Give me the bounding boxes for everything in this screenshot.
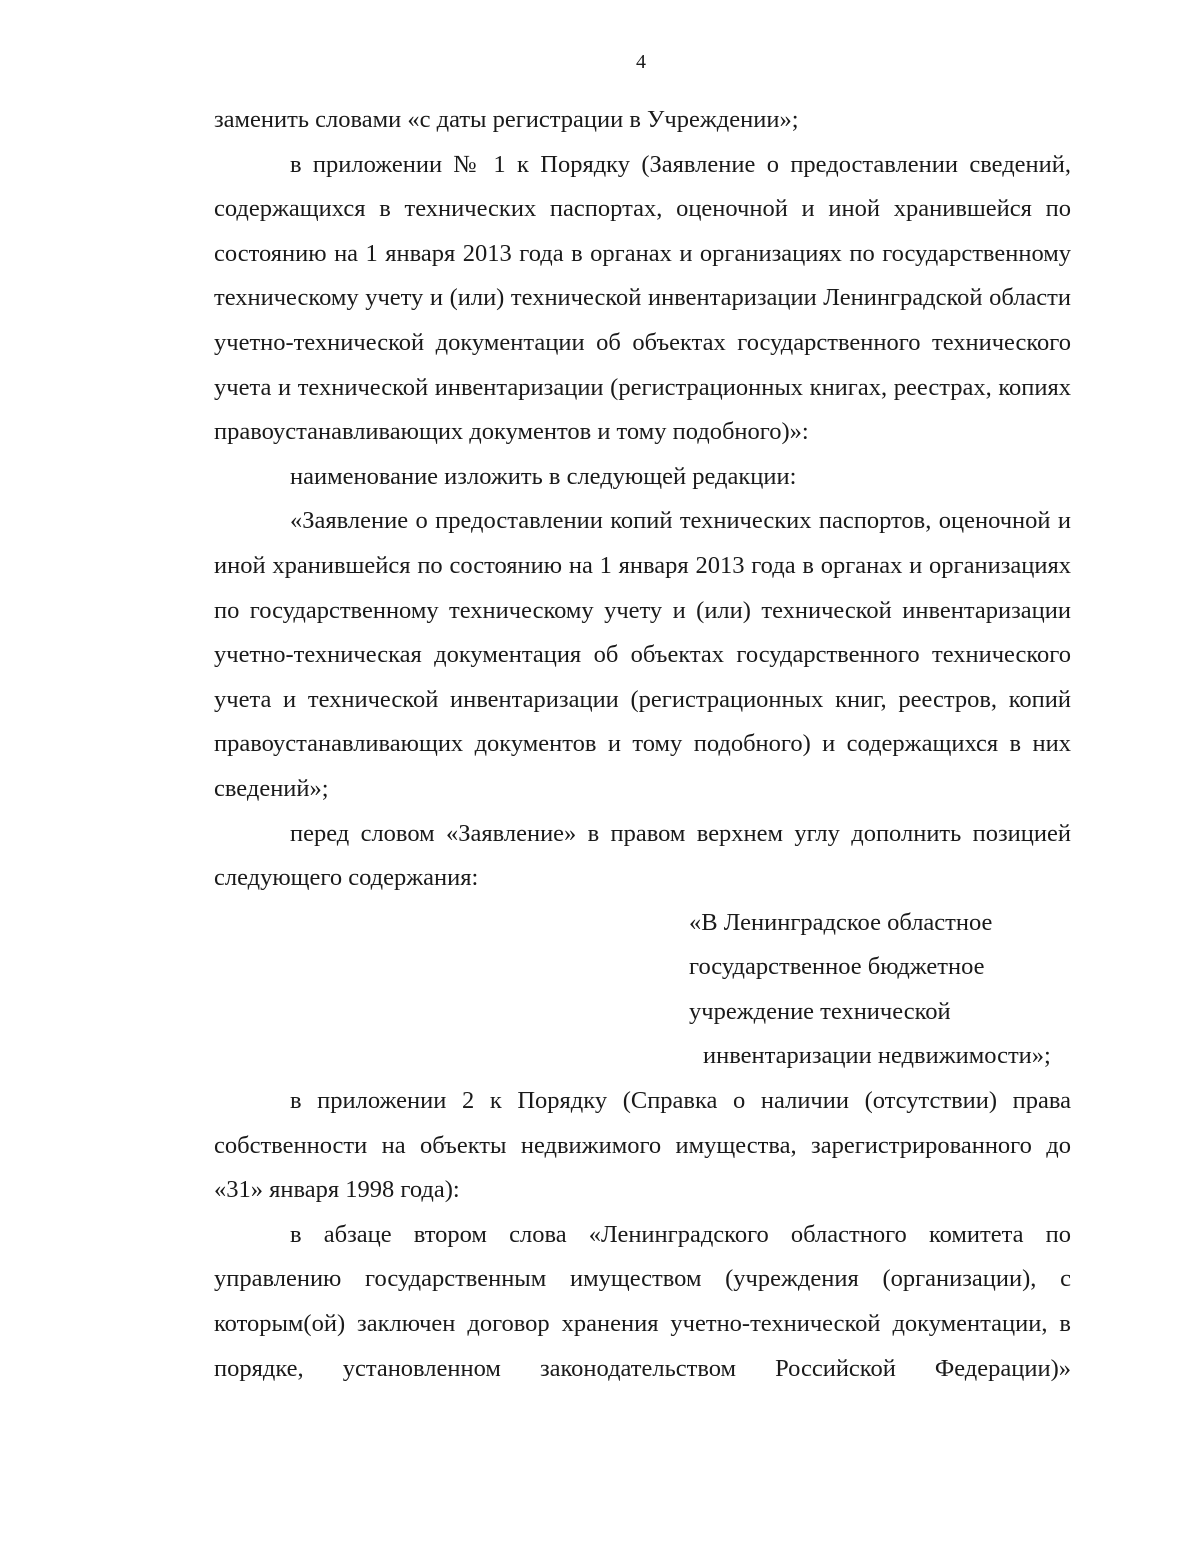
addressee-line: государственное бюджетное — [689, 953, 985, 981]
paragraph-new-title: «Заявление о предоставлении копий технических паспортов, оценочной и иной хранившейся по состоянию на 1 января 2013 года в органах и организациях по государственному техническому учету и (или) технической инвентаризации учетно-техническая документация об объектах государственного технического учета и технической инвентаризации (регистрационных книг, реестров, копий правоустанавливающих документов и тому подобного) и содержащихся в них сведений»; — [214, 507, 1071, 802]
paragraph-second-abzac: в абзаце втором слова «Ленинградского областного комитета по управлению государственным имуществом (учреждения (организации), с которым(ой) заключен договор хранения учетно-технической документации, в порядке, установленном законодательством Российской Федерации)» — [214, 1220, 1071, 1382]
paragraph-title-change: наименование изложить в следующей редакции: — [290, 462, 797, 490]
addressee-line: «В Ленинградское областное — [689, 908, 993, 936]
addressee-line: инвентаризации недвижимости»; — [703, 1042, 1051, 1070]
page-number: 4 — [636, 51, 646, 73]
paragraph-appendix-2: в приложении 2 к Порядку (Справка о наличии (отсутствии) права собственности на объекты недвижимого имущества, зарегистрированного до «31» января 1998 года): — [214, 1087, 1071, 1204]
addressee-line: учреждение технической — [689, 997, 951, 1025]
document-body — [214, 98, 1071, 1391]
addressee-block — [689, 901, 1071, 1079]
paragraph-continuation: заменить словами «с даты регистрации в Учреждении»; — [214, 106, 799, 133]
paragraph-position-addition: перед словом «Заявление» в правом верхнем углу дополнить позицией следующего содержания: — [214, 819, 1071, 892]
paragraph-appendix-1: в приложении № 1 к Порядку (Заявление о предоставлении сведений, содержащихся в технических паспортах, оценочной и иной хранившейся по состоянию на 1 января 2013 года в органах и организациях по государственному техническому учету и (или) технической инвентаризации Ленинградской области учетно-технической документации об объектах государственного технического учета и технической инвентаризации (регистрационных книгах, реестрах, копиях правоустанавливающих документов и тому подобного)»: — [214, 150, 1071, 446]
